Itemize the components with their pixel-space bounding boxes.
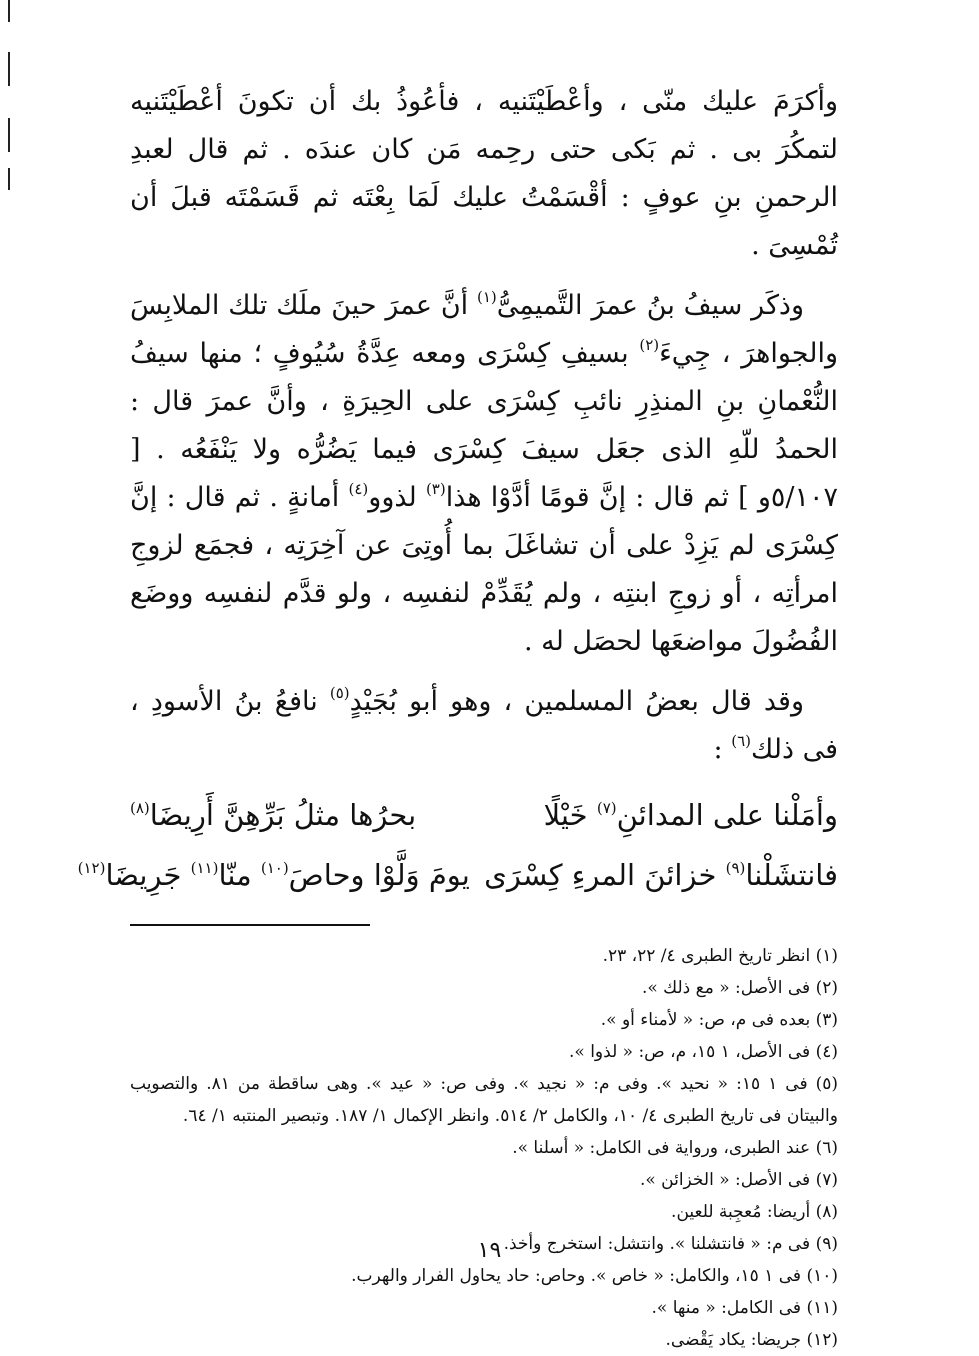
footnote-11: (١١) فى الكامل: « منها ».: [651, 1298, 838, 1318]
poem-line-1: [130, 788, 838, 842]
footnote-ref-2[interactable]: (٢): [639, 336, 660, 354]
paragraph-3: وقد قال بعضُ المسلمين ، وهو أبو بُجَيْدٍ$^{(٥)}$ نافعُ بنُ الأسودِ ، فى ذلك$^{(٦)}$ :: [130, 684, 838, 765]
footnote-ref-12[interactable]: (١٢): [77, 859, 106, 877]
footnote-10: (١٠) فى ١ ١٥، والكامل: « خاص ». وحاص: حاد يحاول الفرار والهرب.: [351, 1266, 838, 1286]
footnote-ref-4[interactable]: (٤): [348, 480, 369, 498]
footnote-ref-1[interactable]: (١): [476, 288, 497, 306]
footnote-9: (٩) فى م: « فانتشلنا ». وانتشل: استخرج وأخذ.: [503, 1234, 838, 1254]
footnote-ref-5[interactable]: (٥): [329, 684, 350, 702]
footnote-ref-11[interactable]: (١١): [190, 859, 219, 877]
footnote-ref-7[interactable]: (٧): [596, 799, 617, 817]
margin-marks: [8, 0, 12, 220]
footnote-ref-6[interactable]: (٦): [731, 732, 751, 750]
poem: [77, 788, 838, 902]
footnote-7: (٧) فى الأصل: « الخزائن ».: [639, 1170, 838, 1190]
footnote-12: (١٢) جريضا: يكاد يَقْضى.: [665, 1330, 838, 1350]
footnote-8: (٨) أريضا: مُعجِبة للعين.: [671, 1202, 838, 1222]
footnote-5: (٥) فى ١ ١٥: « نحيد ». وفى م: « نجيد ». وفى ص: « عيد ». وهى ساقطة من ٨١. والتصويب والبيتان فى تاريخ الطبرى ٤/ ١٠، والكامل ٢/ ٥١٤. وانظر الإكمال ١/ ١٨٧. وتبصير المنتبه ١/ ٦٤.: [130, 1074, 839, 1126]
footnote-1: (١) انظر تاريخ الطبرى ٤/ ٢٢، ٢٣.: [602, 946, 838, 966]
footnote-ref-8[interactable]: (٨): [130, 799, 150, 817]
hemistich-first: وأمَلْنا على المدائنِ$^{(٧)}$ خَيْلًا: [543, 798, 838, 832]
footnote-6: (٦) عند الطبرى، ورواية فى الكامل: « أسلنا ».: [512, 1138, 838, 1158]
hemistich-first: فانتشَلْنا$^{(٩)}$ خزائنَ المرءِ كِسْرَى: [484, 858, 838, 892]
poem-line-2: [77, 848, 838, 902]
footnote-ref-3[interactable]: (٣): [425, 480, 446, 498]
hemistich-second: بحرُها مثلُ بَرِّهِنَّ أَرِيضَا$^{(٨)}$: [130, 798, 417, 832]
page-content: [77, 78, 839, 1356]
footnote-ref-9[interactable]: (٩): [725, 859, 746, 877]
footnote-ref-10[interactable]: (١٠): [260, 859, 289, 877]
footnote-divider: [130, 924, 370, 926]
page-number: ١٩: [477, 1238, 502, 1263]
footnotes: [130, 940, 838, 1356]
body-text: [130, 78, 838, 774]
footnote-3: (٣) بعده فى م، ص: « لأمناء أو ».: [600, 1010, 838, 1030]
paragraph-1: وأكرَمَ عليك منّى ، وأعْطَيْتَنيه ، فأعُوذُ بك أن تكونَ أعْطَيْتَنيه لتمكُرَ بى . ثم بَكى حتى رحِمه مَن كان عندَه . ثم قال لعبدِ الرحمنِ بنِ عوفٍ : أقْسَمْتُ عليك لَمَا بِعْتَه ثم قَسَمْتَه قبلَ أن تُمْسِىَ .: [130, 86, 838, 261]
hemistich-second: يومَ وَلَّوْا وحاصَ$^{(١٠)}$ منّا$^{(١١)}$ جَرِيضَا$^{(١٢)}$: [77, 858, 470, 892]
paragraph-2: وذكَر سيفُ بنُ عمرَ التَّميمِىُّ$^{(١)}$ أنَّ عمرَ حينَ ملَك تلك الملابِسَ والجواهرَ ، جِيءَ$^{(٢)}$ بسيفِ كِسْرَى ومعه عِدَّةُ سُيُوفٍ ؛ منها سيفُ النُّعْمانِ بنِ المنذِرِ نائبِ كِسْرَى على الحِيرَةِ ، وأنَّ عمرَ قال : الحمدُ للّهِ الذى جعَل سيفَ كِسْرَى فيما يَضُرُّه ولا يَنْفَعُه . [ ٥/١٠٧و ] ثم قال : إنَّ قومًا أدَّوْا هذا$^{(٣)}$ لذوو$^{(٤)}$ أمانةٍ . ثم قال : إنَّ كِسْرَى لم يَزِدْ على أن تشاغَلَ بما أُوتِىَ عن آخِرَتِه ، فجمَع لزوجِ امرأتِه ، أو زوجِ ابنتِه ، ولم يُقَدِّمْ لنفسِه ، ولو قدَّم لنفسِه ووضَع الفُضُولَ مواضعَها لحصَل له .: [130, 288, 839, 657]
footnote-4: (٤) فى الأصل، ١ ١٥، م، ص: « لذوا ».: [569, 1042, 838, 1062]
footnote-2: (٢) فى الأصل: « مع ذلك ».: [641, 978, 838, 998]
